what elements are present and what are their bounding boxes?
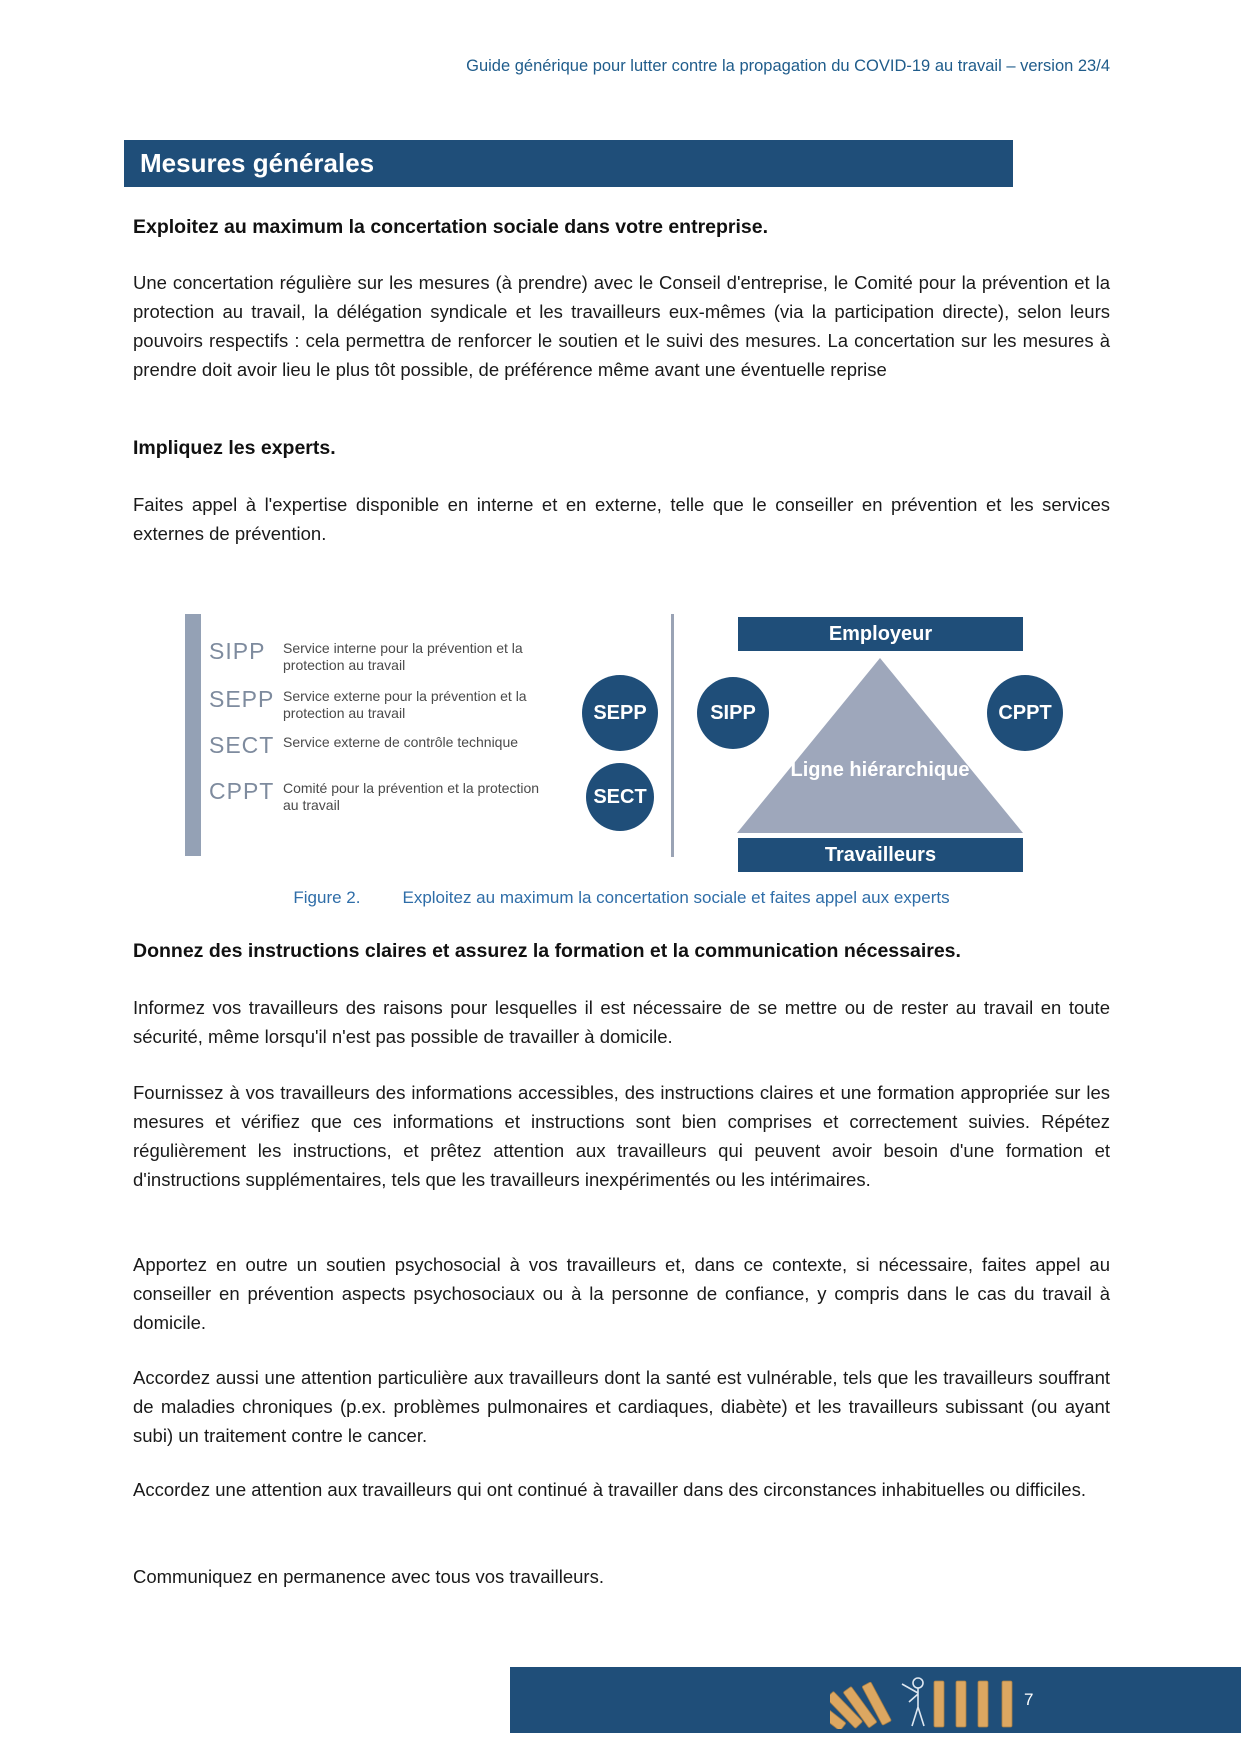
para-accordez-circonstances: Accordez une attention aux travailleurs qui ont continué à travailler dans des circonstances inhabituelles ou difficiles. [133,1479,1086,1500]
employer-bar: Employeur [738,617,1023,651]
workers-bar: Travailleurs [738,838,1023,872]
figure-2 [185,612,1110,874]
circle-sepp: SEPP [582,675,658,751]
legend-abbr-cppt: CPPT [209,778,275,804]
legend-desc-sipp: Service interne pour la prévention et la protection au travail [283,640,523,673]
circle-sect: SECT [586,763,654,831]
legend-abbr-sipp: SIPP [209,638,266,664]
heading-experts: Impliquez les experts. [133,437,336,459]
para-expertise: Faites appel à l'expertise disponible en interne et en externe, telle que le conseiller en prévention et les services externes de prévention. [133,494,1110,544]
heading-instructions: Donnez des instructions claires et assurez la formation et la communication nécessaires. [133,940,961,962]
para-informez: Informez vos travailleurs des raisons pour lesquelles il est nécessaire de se mettre ou de rester au travail en toute sécurité, même lorsqu'il n'est pas possible de travailler à domicile. [133,997,1110,1047]
legend-abbr-sect: SECT [209,732,275,758]
hierarchy-label: Ligne hiérarchique [790,759,970,781]
para-concertation: Une concertation régulière sur les mesures (à prendre) avec le Conseil d'entreprise, le Comité pour la prévention et la protection au travail, la délégation syndicale et les travailleurs eux-mêmes (via la participation directe), selon leurs pouvoirs respectifs : cela permettra de renforcer le soutien et le suivi des mesures. La concertation sur les mesures à prendre doit avoir lieu le plus tôt possible, de préférence même avant une éventuelle reprise [133,272,1110,380]
footer-bar [510,1667,1241,1733]
para-apportez: Apportez en outre un soutien psychosocial à vos travailleurs et, dans ce contexte, si nécessaire, faites appel au conseiller en prévention aspects psychosociaux ou à la personne de confiance, y compris dans le cas du travail à domicile. [133,1254,1110,1333]
circle-sipp: SIPP [697,677,769,749]
legend-desc-sect: Service externe de contrôle technique [283,734,519,750]
legend-abbr-sepp: SEPP [209,686,275,712]
hierarchy-triangle [737,658,1023,833]
legend-desc-cppt: Comité pour la prévention et la protection au travail [283,780,540,813]
person-outline-icon [902,1678,924,1726]
heading-social-dialog: Exploitez au maximum la concertation sociale dans votre entreprise. [133,216,769,238]
figure-caption [133,888,1110,908]
legend-desc-sepp: Service externe pour la prévention et la protection au travail [283,688,527,721]
para-communiquez: Communiquez en permanence avec tous vos travailleurs. [133,1566,604,1587]
figure-caption-number: Figure 2. [293,888,361,907]
page-number: 7 [1024,1690,1034,1709]
figure-caption-text: Exploitez au maximum la concertation sociale et faites appel aux experts [402,888,950,907]
para-accordez-sante: Accordez aussi une attention particulière aux travailleurs dont la santé est vulnérable, tels que les travailleurs souffrant de maladies chroniques (p.ex. problèmes pulmonaires et cardiaques, diabète) et les travailleurs subissant (ou ayant subi) un traitement contre le cancer. [133,1367,1110,1446]
figure-divider [671,614,674,857]
legend-accent-bar [185,614,201,856]
section-banner [124,140,1013,187]
page-header: Guide générique pour lutter contre la propagation du COVID-19 au travail – version 23/4 [466,57,1110,75]
circle-cppt: CPPT [987,675,1063,751]
section-title: Mesures générales [140,148,375,178]
domino-stop-graphic-icon [830,1671,1030,1734]
para-fournissez: Fournissez à vos travailleurs des informations accessibles, des instructions claires et une formation appropriée sur les mesures et vérifiez que ces informations et instructions sont bien comprises et correctement suivies. Répétez régulièrement les instructions, et prêtez attention aux travailleurs qui peuvent avoir besoin d'une formation et d'instructions supplémentaires, tels que les travailleurs inexpérimentés ou les intérimaires. [133,1082,1110,1190]
